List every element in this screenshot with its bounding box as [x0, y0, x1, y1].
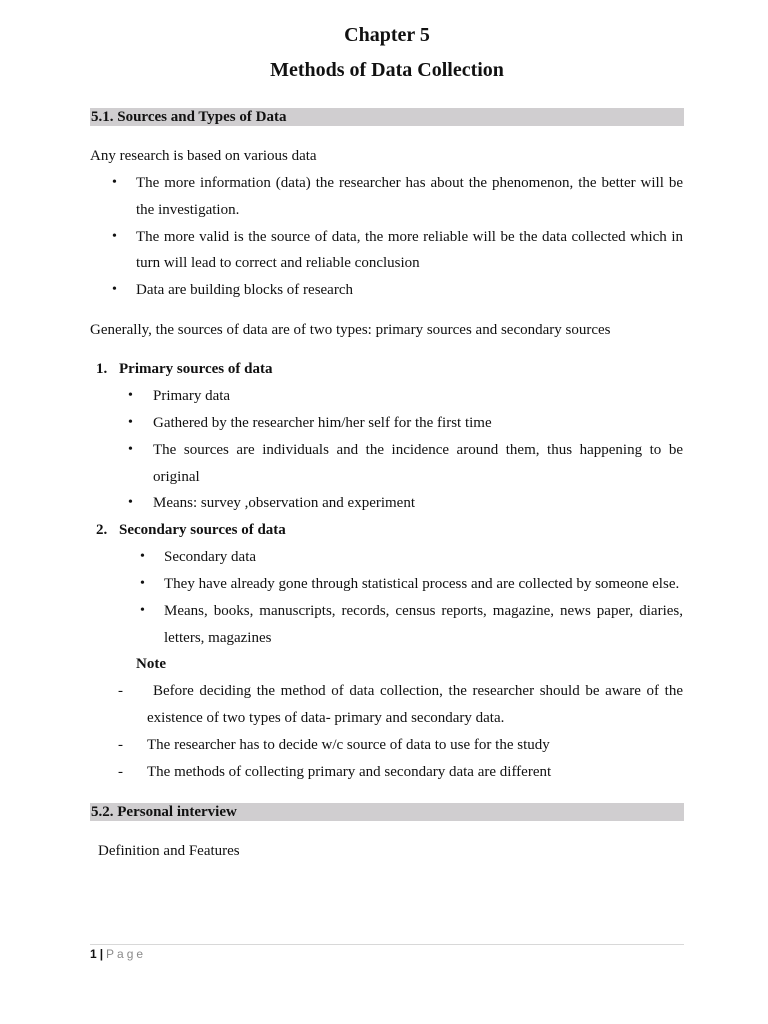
note-text-line: existence of two types of data- primary and secondary data.: [147, 710, 505, 726]
list-number: 1.: [96, 361, 108, 377]
bullet-text-line: The sources are individuals and the incidence around them, thus happening to be: [153, 442, 683, 458]
bullet-marker: •: [112, 282, 117, 297]
chapter-title: Chapter 5: [344, 24, 430, 46]
bullet-text-line: The more valid is the source of data, the more reliable will be the data collected which in: [136, 229, 683, 245]
list-number: 2.: [96, 522, 108, 538]
bullet-marker: •: [140, 549, 145, 564]
bullet-text-line: Secondary data: [164, 549, 257, 565]
secondary-sources-heading: Secondary sources of data: [119, 522, 286, 538]
footer-separator: |: [99, 947, 104, 961]
bullet-text-line: original: [153, 469, 200, 485]
bullet-text-line: Data are building blocks of research: [136, 282, 353, 298]
definition-subheading: Definition and Features: [98, 843, 240, 859]
section-intro: Any research is based on various data: [90, 148, 317, 164]
bullet-text-line: The more information (data) the researcher has about the phenomenon, the better will be: [136, 175, 683, 191]
bullet-marker: •: [128, 415, 133, 430]
bullet-text-line: Gathered by the researcher him/her self for the first time: [153, 415, 492, 431]
dash-marker: -: [118, 683, 123, 699]
bullet-marker: •: [112, 229, 117, 244]
bullet-marker: •: [128, 388, 133, 403]
section-heading-5-1: 5.1. Sources and Types of Data: [90, 108, 684, 126]
note-text-line: The researcher has to decide w/c source of data to use for the study: [147, 737, 550, 753]
bullet-text-line: Means, books, manuscripts, records, census reports, magazine, news paper, diaries,: [164, 603, 683, 619]
note-label: Note: [136, 656, 166, 672]
bullet-text-line: turn will lead to correct and reliable conclusion: [136, 255, 420, 271]
dash-marker: -: [118, 764, 123, 780]
bullet-marker: •: [140, 603, 145, 618]
bullet-text-line: letters, magazines: [164, 630, 272, 646]
page-footer: [90, 946, 146, 962]
bullet-text-line: Means: survey ,observation and experiment: [153, 495, 416, 511]
note-text-line: Before deciding the method of data collection, the researcher should be aware of the: [153, 683, 683, 699]
bullet-text-line: They have already gone through statistical process and are collected by someone else.: [164, 576, 680, 592]
chapter-subtitle: Methods of Data Collection: [270, 59, 504, 81]
note-text-line: The methods of collecting primary and secondary data are different: [147, 764, 552, 780]
bullet-marker: •: [128, 495, 133, 510]
page-label: Page: [106, 947, 147, 961]
bullet-marker: •: [128, 442, 133, 457]
bullet-text-line: Primary data: [153, 388, 231, 404]
primary-sources-heading: Primary sources of data: [119, 361, 273, 377]
bullet-text-line: the investigation.: [136, 202, 240, 218]
dash-marker: -: [118, 737, 123, 753]
bullet-marker: •: [140, 576, 145, 591]
bullet-marker: •: [112, 175, 117, 190]
sources-summary: Generally, the sources of data are of two types: primary sources and secondary sources: [90, 322, 611, 338]
footer-divider: [90, 944, 684, 945]
section-heading-5-2: 5.2. Personal interview: [90, 803, 684, 821]
page-number: 1: [90, 947, 97, 961]
